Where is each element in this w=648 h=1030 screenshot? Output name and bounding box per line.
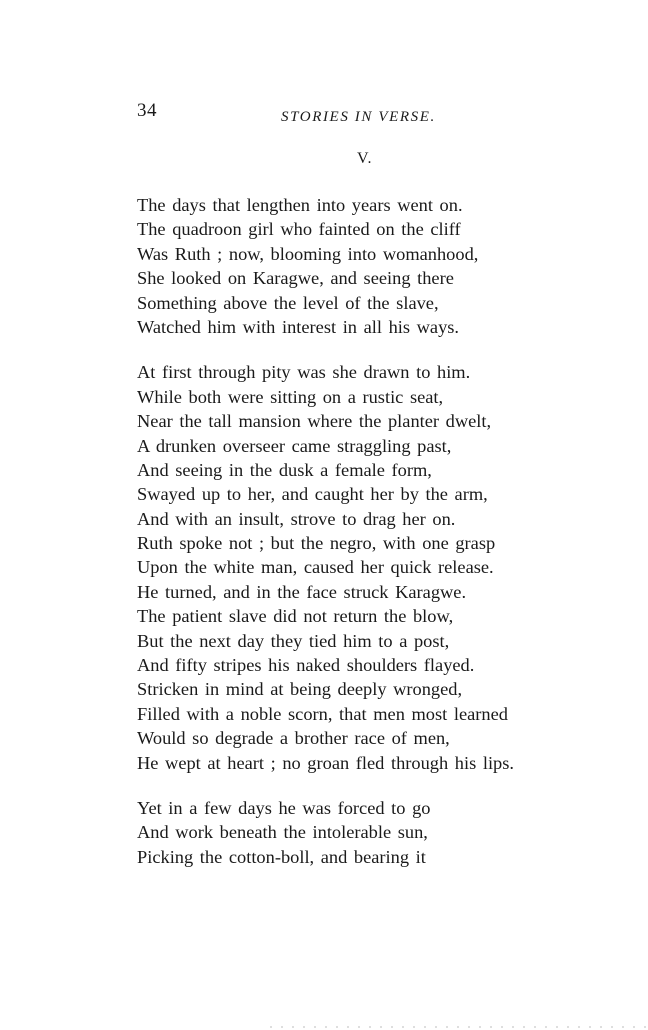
- verse-line: She looked on Karagwe, and seeing there: [137, 268, 454, 289]
- verse-line: And with an insult, strove to drag her on.: [137, 508, 456, 529]
- verse-line: Near the tall mansion where the planter dwelt,: [137, 411, 492, 432]
- verse-line: A drunken overseer came straggling past,: [137, 435, 452, 456]
- verse-line: And seeing in the dusk a female form,: [137, 459, 432, 480]
- verse-line: Would so degrade a brother race of men,: [137, 728, 450, 749]
- page-number: 34: [137, 100, 157, 121]
- stanza: [137, 796, 607, 869]
- poem-text: [137, 193, 607, 890]
- verse-line: Yet in a few days he was forced to go: [137, 797, 431, 818]
- verse-line: Something above the level of the slave,: [137, 292, 439, 313]
- verse-line: Upon the white man, caused her quick release.: [137, 557, 494, 578]
- stanza: [137, 360, 607, 775]
- verse-line: Filled with a noble scorn, that men most learned: [137, 703, 508, 724]
- verse-line: At first through pity was she drawn to him.: [137, 362, 471, 383]
- verse-line: Stricken in mind at being deeply wronged,: [137, 679, 463, 700]
- scan-specks: [270, 1026, 648, 1028]
- verse-line: And work beneath the intolerable sun,: [137, 822, 428, 843]
- verse-line: Ruth spoke not ; but the negro, with one grasp: [137, 533, 496, 554]
- verse-line: He turned, and in the face struck Karagwe.: [137, 581, 467, 602]
- verse-line: The quadroon girl who fainted on the cliff: [137, 219, 461, 240]
- verse-line: Watched him with interest in all his ways.: [137, 316, 460, 337]
- verse-line: He wept at heart ; no groan fled through his lips.: [137, 752, 515, 773]
- stanza: [137, 193, 607, 339]
- verse-line: Was Ruth ; now, blooming into womanhood,: [137, 243, 479, 264]
- verse-line: Swayed up to her, and caught her by the arm,: [137, 484, 488, 505]
- section-number: V.: [357, 150, 373, 167]
- running-title: STORIES IN VERSE.: [281, 109, 436, 125]
- verse-line: The days that lengthen into years went on.: [137, 195, 463, 215]
- verse-line: But the next day they tied him to a post,: [137, 630, 450, 651]
- verse-line: The patient slave did not return the blow,: [137, 606, 454, 627]
- verse-line: Picking the cotton-boll, and bearing it: [137, 846, 426, 867]
- verse-line: While both were sitting on a rustic seat,: [137, 386, 444, 407]
- verse-line: And fifty stripes his naked shoulders flayed.: [137, 655, 475, 676]
